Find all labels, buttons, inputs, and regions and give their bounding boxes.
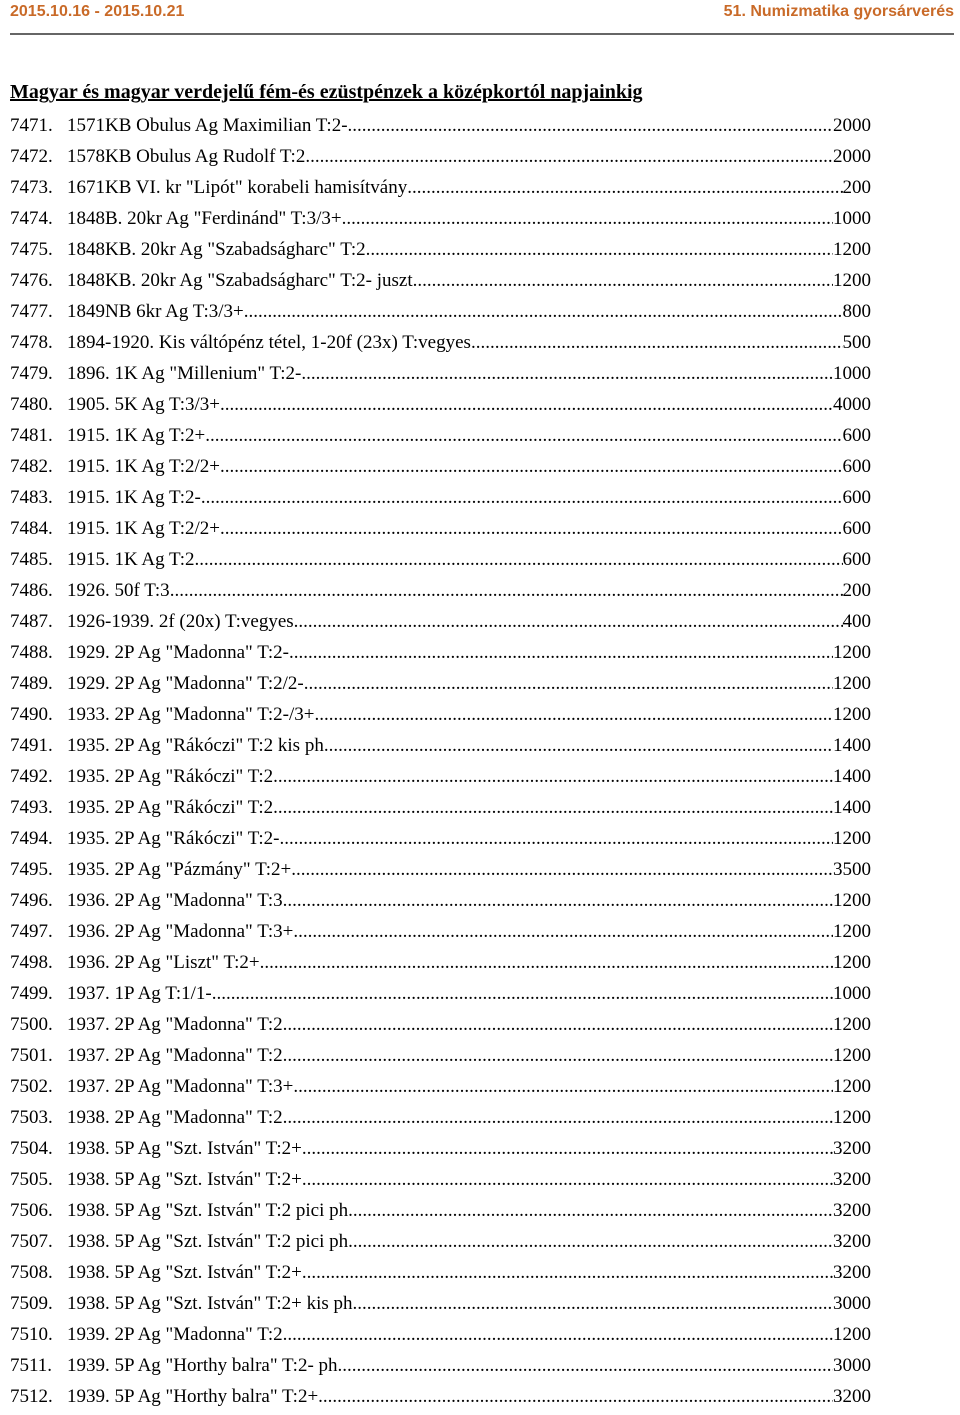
dot-leader [314, 702, 833, 728]
section-title: Magyar és magyar verdejelű fém-és ezüstpénzek a középkortól napjainkig [10, 81, 643, 103]
lot-number: 7497. [10, 921, 53, 942]
lot-description: 1578KB Obulus Ag Rudolf T:2 [67, 146, 306, 167]
lot-row [10, 1167, 871, 1198]
lot-row [10, 857, 871, 888]
dot-leader [305, 144, 833, 170]
dot-leader [471, 330, 843, 356]
lot-price: 3200 [833, 1169, 871, 1190]
dot-leader [195, 547, 843, 573]
dot-leader [291, 857, 833, 883]
lot-description: 1936. 2P Ag "Madonna" T:3+ [67, 921, 294, 942]
lot-number: 7475. [10, 239, 53, 260]
lot-number: 7494. [10, 828, 53, 849]
lot-price: 600 [842, 456, 871, 477]
lot-price: 800 [842, 301, 871, 322]
dot-leader [273, 764, 833, 790]
dot-leader [302, 1136, 833, 1162]
dot-leader [301, 361, 833, 387]
lot-price: 1400 [833, 797, 871, 818]
lot-row [10, 640, 871, 671]
dot-leader [244, 299, 843, 325]
lot-number: 7510. [10, 1324, 53, 1345]
dot-leader [212, 981, 833, 1007]
dot-leader [283, 1012, 833, 1038]
lot-description: 1671KB VI. kr "Lipót" korabeli hamisítvány [67, 177, 408, 198]
lot-price: 600 [842, 549, 871, 570]
lot-number: 7481. [10, 425, 53, 446]
lot-number: 7498. [10, 952, 53, 973]
lot-price: 200 [842, 177, 871, 198]
lot-number: 7491. [10, 735, 53, 756]
lot-row [10, 237, 871, 268]
dot-leader [220, 454, 843, 480]
lot-number: 7493. [10, 797, 53, 818]
dot-leader [338, 1353, 833, 1379]
lot-price: 600 [842, 518, 871, 539]
lot-price: 2000 [833, 146, 871, 167]
lot-description: 1571KB Obulus Ag Maximilian T:2- [67, 115, 348, 136]
dot-leader [348, 1229, 833, 1255]
lot-description: 1915. 1K Ag T:2/2+ [67, 518, 220, 539]
dot-leader [283, 888, 833, 914]
dot-leader [220, 392, 833, 418]
lot-row [10, 795, 871, 826]
lot-price: 3200 [833, 1200, 871, 1221]
lot-number: 7480. [10, 394, 53, 415]
dot-leader [407, 175, 842, 201]
dot-leader [302, 1167, 833, 1193]
lot-row [10, 1074, 871, 1105]
lot-number: 7506. [10, 1200, 53, 1221]
lot-price: 1200 [833, 1076, 871, 1097]
dot-leader [283, 1105, 833, 1131]
lot-description: 1935. 2P Ag "Rákóczi" T:2 [67, 797, 274, 818]
lot-price: 1000 [833, 208, 871, 229]
lot-number: 7471. [10, 115, 53, 136]
lot-description: 1935. 2P Ag "Rákóczi" T:2 [67, 766, 274, 787]
lot-number: 7488. [10, 642, 53, 663]
dot-leader [353, 1291, 834, 1317]
lot-row [10, 299, 871, 330]
dot-leader [348, 1198, 833, 1224]
lot-number: 7473. [10, 177, 53, 198]
lot-row [10, 1229, 871, 1260]
dot-leader [273, 795, 833, 821]
dot-leader [342, 206, 833, 232]
lot-number: 7502. [10, 1076, 53, 1097]
lot-description: 1937. 2P Ag "Madonna" T:2 [67, 1045, 283, 1066]
lot-description: 1938. 2P Ag "Madonna" T:2 [67, 1107, 283, 1128]
dot-leader [283, 1043, 833, 1069]
lot-price: 2000 [833, 115, 871, 136]
lot-description: 1938. 5P Ag "Szt. István" T:2 pici ph [67, 1200, 349, 1221]
lot-description: 1848KB. 20kr Ag "Szabadságharc" T:2- juszt. [67, 270, 418, 291]
lot-number: 7472. [10, 146, 53, 167]
lot-description: 1935. 2P Ag "Rákóczi" T:2 kis ph [67, 735, 324, 756]
lot-description: 1915. 1K Ag T:2- [67, 487, 201, 508]
lot-description: 1926. 50f T:3 [67, 580, 170, 601]
lot-description: 1848B. 20kr Ag "Ferdinánd" T:3/3+ [67, 208, 342, 229]
dot-leader [293, 1074, 833, 1100]
lot-row [10, 392, 871, 423]
lot-number: 7511. [10, 1355, 53, 1376]
lot-price: 1200 [833, 1045, 871, 1066]
lot-price: 1200 [833, 239, 871, 260]
lot-row [10, 454, 871, 485]
dot-leader [283, 1322, 833, 1348]
lot-number: 7476. [10, 270, 53, 291]
lot-number: 7482. [10, 456, 53, 477]
lot-price: 4000 [833, 394, 871, 415]
lot-description: 1915. 1K Ag T:2 [67, 549, 195, 570]
lot-description: 1937. 1P Ag T:1/1- [67, 983, 212, 1004]
dot-leader [205, 423, 842, 449]
dot-leader [201, 485, 843, 511]
lot-description: 1938. 5P Ag "Szt. István" T:2+ [67, 1262, 302, 1283]
lot-row [10, 113, 871, 144]
lot-price: 3000 [833, 1355, 871, 1376]
lot-description: 1937. 2P Ag "Madonna" T:2 [67, 1014, 283, 1035]
lot-row [10, 1384, 871, 1415]
lot-description: 1915. 1K Ag T:2+ [67, 425, 206, 446]
lot-list [10, 113, 871, 1415]
page-header [10, 0, 954, 36]
lot-description: 1936. 2P Ag "Madonna" T:3 [67, 890, 283, 911]
lot-price: 600 [842, 425, 871, 446]
lot-number: 7484. [10, 518, 53, 539]
lot-number: 7485. [10, 549, 53, 570]
lot-number: 7501. [10, 1045, 53, 1066]
lot-price: 3200 [833, 1231, 871, 1252]
lot-row [10, 423, 871, 454]
lot-row [10, 826, 871, 857]
lot-number: 7492. [10, 766, 53, 787]
lot-number: 7500. [10, 1014, 53, 1035]
lot-row [10, 547, 871, 578]
lot-description: 1894-1920. Kis váltópénz tétel, 1-20f (23x) T:vegyes [67, 332, 471, 353]
lot-description: 1935. 2P Ag "Pázmány" T:2+ [67, 859, 292, 880]
lot-price: 1000 [833, 983, 871, 1004]
lot-number: 7512. [10, 1386, 53, 1407]
dot-leader [324, 733, 833, 759]
dot-leader [289, 640, 833, 666]
dot-leader [366, 237, 833, 263]
dot-leader [260, 950, 833, 976]
lot-description: 1935. 2P Ag "Rákóczi" T:2- [67, 828, 280, 849]
header-divider [10, 33, 954, 35]
lot-price: 1200 [833, 1014, 871, 1035]
lot-price: 3200 [833, 1138, 871, 1159]
dot-leader [170, 578, 843, 604]
lot-price: 1200 [833, 952, 871, 973]
lot-row [10, 1353, 871, 1384]
lot-price: 1200 [833, 1107, 871, 1128]
lot-description: 1938. 5P Ag "Szt. István" T:2+ [67, 1169, 302, 1190]
lot-row [10, 1291, 871, 1322]
dot-leader [304, 671, 833, 697]
lot-row [10, 578, 871, 609]
lot-price: 1200 [833, 642, 871, 663]
lot-description: 1938. 5P Ag "Szt. István" T:2 pici ph [67, 1231, 349, 1252]
lot-price: 1200 [833, 828, 871, 849]
lot-description: 1905. 5K Ag T:3/3+ [67, 394, 220, 415]
lot-description: 1929. 2P Ag "Madonna" T:2/2- [67, 673, 304, 694]
lot-description: 1933. 2P Ag "Madonna" T:2-/3+ [67, 704, 315, 725]
lot-number: 7483. [10, 487, 53, 508]
lot-price: 600 [842, 487, 871, 508]
lot-description: 1937. 2P Ag "Madonna" T:3+ [67, 1076, 294, 1097]
lot-number: 7499. [10, 983, 53, 1004]
lot-number: 7496. [10, 890, 53, 911]
lot-row [10, 1136, 871, 1167]
lot-row [10, 609, 871, 640]
lot-row [10, 733, 871, 764]
lot-number: 7478. [10, 332, 53, 353]
lot-price: 1200 [833, 890, 871, 911]
lot-number: 7486. [10, 580, 53, 601]
lot-number: 7477. [10, 301, 53, 322]
lot-row [10, 361, 871, 392]
lot-number: 7489. [10, 673, 53, 694]
lot-row [10, 1012, 871, 1043]
lot-row [10, 206, 871, 237]
lot-price: 3000 [833, 1293, 871, 1314]
lot-description: 1915. 1K Ag T:2/2+ [67, 456, 220, 477]
lot-row [10, 1260, 871, 1291]
lot-price: 3200 [833, 1262, 871, 1283]
lot-description: 1938. 5P Ag "Szt. István" T:2+ [67, 1138, 302, 1159]
dot-leader [294, 609, 843, 635]
lot-price: 500 [842, 332, 871, 353]
lot-row [10, 764, 871, 795]
lot-row [10, 1198, 871, 1229]
lot-price: 3500 [833, 859, 871, 880]
lot-row [10, 485, 871, 516]
dot-leader [318, 1384, 833, 1410]
lot-description: 1939. 5P Ag "Horthy balra" T:2+ [67, 1386, 319, 1407]
lot-description: 1936. 2P Ag "Liszt" T:2+ [67, 952, 260, 973]
lot-number: 7504. [10, 1138, 53, 1159]
lot-row [10, 268, 871, 299]
lot-row [10, 1043, 871, 1074]
lot-number: 7479. [10, 363, 53, 384]
lot-price: 1400 [833, 766, 871, 787]
lot-description: 1929. 2P Ag "Madonna" T:2- [67, 642, 289, 663]
lot-number: 7503. [10, 1107, 53, 1128]
lot-row [10, 981, 871, 1012]
lot-price: 1200 [833, 704, 871, 725]
lot-row [10, 671, 871, 702]
dot-leader [417, 268, 833, 294]
lot-price: 1200 [833, 270, 871, 291]
lot-number: 7507. [10, 1231, 53, 1252]
lot-price: 1200 [833, 921, 871, 942]
lot-description: 1938. 5P Ag "Szt. István" T:2+ kis ph [67, 1293, 353, 1314]
lot-row [10, 1322, 871, 1353]
lot-row [10, 702, 871, 733]
lot-row [10, 330, 871, 361]
lot-price: 1400 [833, 735, 871, 756]
lot-row [10, 888, 871, 919]
date-range: 2015.10.16 - 2015.10.21 [10, 3, 185, 20]
lot-price: 400 [842, 611, 871, 632]
lot-number: 7509. [10, 1293, 53, 1314]
lot-row [10, 950, 871, 981]
lot-description: 1939. 5P Ag "Horthy balra" T:2- ph [67, 1355, 338, 1376]
lot-description: 1849NB 6kr Ag T:3/3+ [67, 301, 244, 322]
lot-row [10, 516, 871, 547]
lot-price: 1200 [833, 1324, 871, 1345]
lot-number: 7508. [10, 1262, 53, 1283]
auction-title: 51. Numizmatika gyorsárverés [723, 3, 954, 20]
lot-number: 7490. [10, 704, 53, 725]
lot-row [10, 919, 871, 950]
lot-price: 3200 [833, 1386, 871, 1407]
lot-number: 7487. [10, 611, 53, 632]
lot-number: 7505. [10, 1169, 53, 1190]
lot-row [10, 175, 871, 206]
lot-description: 1939. 2P Ag "Madonna" T:2 [67, 1324, 283, 1345]
dot-leader [302, 1260, 833, 1286]
dot-leader [279, 826, 833, 852]
lot-description: 1926-1939. 2f (20x) T:vegyes [67, 611, 294, 632]
dot-leader [220, 516, 843, 542]
dot-leader [293, 919, 833, 945]
lot-description: 1848KB. 20kr Ag "Szabadságharc" T:2 [67, 239, 366, 260]
lot-description: 1896. 1K Ag "Millenium" T:2- [67, 363, 302, 384]
lot-price: 200 [842, 580, 871, 601]
lot-price: 1000 [833, 363, 871, 384]
lot-row [10, 144, 871, 175]
dot-leader [348, 113, 833, 139]
lot-price: 1200 [833, 673, 871, 694]
lot-number: 7495. [10, 859, 53, 880]
lot-row [10, 1105, 871, 1136]
lot-number: 7474. [10, 208, 53, 229]
